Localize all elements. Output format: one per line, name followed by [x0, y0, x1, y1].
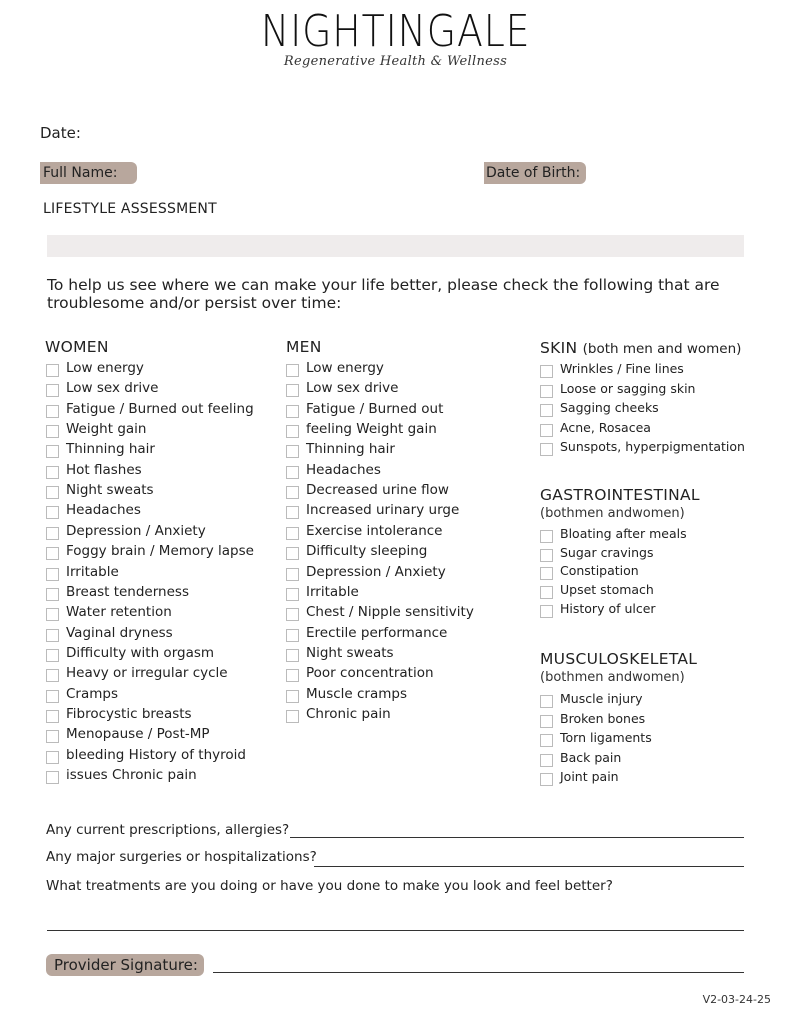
checkbox[interactable]	[46, 588, 59, 601]
checklist-item-label: Low sex drive	[66, 380, 159, 397]
checklist-item-label: Acne, Rosacea	[560, 419, 651, 435]
checkbox[interactable]	[540, 424, 553, 437]
checklist-item-label: Fatigue / Burned out feeling	[66, 400, 254, 417]
checklist-item-label: Exercise intolerance	[306, 522, 443, 539]
checkbox[interactable]	[540, 530, 553, 543]
skin-heading-block	[540, 339, 741, 357]
brand-logo	[0, 8, 791, 69]
checkbox[interactable]	[286, 384, 299, 397]
checkbox[interactable]	[286, 690, 299, 703]
checklist-item-label: Muscle injury	[560, 691, 643, 706]
checkbox[interactable]	[286, 486, 299, 499]
checklist-item-label: Night sweats	[66, 482, 154, 499]
checkbox[interactable]	[286, 588, 299, 601]
checklist-item-label: Chest / Nipple sensitivity	[306, 604, 474, 621]
checklist-item-label: Sagging cheeks	[560, 400, 659, 416]
checkbox[interactable]	[540, 549, 553, 562]
checkbox[interactable]	[46, 629, 59, 642]
surgeries-answer-line[interactable]	[314, 866, 744, 867]
men-heading: MEN	[286, 338, 322, 356]
checkbox[interactable]	[286, 364, 299, 377]
checklist-item-label: Bloating after meals	[560, 526, 687, 541]
checklist-item-label: History of ulcer	[560, 600, 656, 616]
checklist-item-label: Night sweats	[306, 644, 394, 661]
checklist-item-label: Wrinkles / Fine lines	[560, 361, 684, 376]
checklist-item-label: Increased urinary urge	[306, 502, 460, 519]
checklist-item-label: Breast tenderness	[66, 583, 189, 600]
checkbox[interactable]	[46, 486, 59, 499]
checklist-item-label: Constipation	[560, 563, 639, 579]
checkbox[interactable]	[286, 445, 299, 458]
checkbox[interactable]	[46, 425, 59, 438]
checkbox[interactable]	[540, 567, 553, 580]
checklist-item-label: Sunspots, hyperpigmentation	[560, 439, 745, 455]
checkbox[interactable]	[540, 443, 553, 456]
checklist-item-label: Loose or sagging skin	[560, 380, 696, 396]
checkbox[interactable]	[46, 384, 59, 397]
skin-note: (both men and women)	[582, 341, 742, 357]
date-of-birth-label: Date of Birth:	[484, 162, 586, 184]
checklist-item-label: Irritable	[306, 583, 359, 600]
checkbox[interactable]	[46, 466, 59, 479]
msk-heading: MUSCULOSKELETAL	[540, 650, 698, 668]
checklist-item-label: feeling Weight gain	[306, 421, 437, 438]
checkbox[interactable]	[46, 568, 59, 581]
checkbox[interactable]	[540, 773, 553, 786]
surgeries-question: Any major surgeries or hospitalizations?	[46, 849, 317, 865]
checklist-item-label: Heavy or irregular cycle	[66, 665, 228, 682]
checkbox[interactable]	[46, 751, 59, 764]
checklist-item-label: Menopause / Post-MP	[66, 726, 210, 743]
checkbox[interactable]	[286, 669, 299, 682]
checklist-item-label: Fatigue / Burned out	[306, 400, 444, 417]
checklist-item-label: Upset stomach	[560, 582, 654, 598]
skin-heading: SKIN	[540, 339, 578, 357]
checklist-item-label: Erectile performance	[306, 624, 448, 641]
checkbox[interactable]	[46, 445, 59, 458]
checklist-item-label: Broken bones	[560, 710, 646, 726]
checklist-item-label: bleeding History of thyroid	[66, 746, 246, 763]
checkbox[interactable]	[286, 527, 299, 540]
brand-tagline: Regenerative Health & Wellness	[283, 54, 508, 69]
checkbox[interactable]	[540, 715, 553, 728]
checkbox[interactable]	[46, 547, 59, 560]
checkbox[interactable]	[540, 385, 553, 398]
checklist-item-label: Headaches	[306, 461, 381, 478]
checkbox[interactable]	[540, 404, 553, 417]
treatments-answer-line[interactable]	[47, 930, 744, 931]
checklist-item-label: Hot flashes	[66, 461, 142, 478]
checkbox[interactable]	[46, 649, 59, 662]
checkbox[interactable]	[286, 506, 299, 519]
version-code: V2-03-24-25	[702, 993, 771, 1006]
provider-signature-label: Provider Signature:	[46, 954, 204, 976]
date-label: Date:	[40, 124, 81, 142]
checkbox[interactable]	[540, 754, 553, 767]
gi-heading: GASTROINTESTINAL	[540, 486, 700, 504]
checklist-item-label: Fibrocystic breasts	[66, 705, 192, 722]
checklist-item-label: Depression / Anxiety	[66, 522, 206, 539]
checkbox[interactable]	[46, 710, 59, 723]
checkbox[interactable]	[46, 364, 59, 377]
checkbox[interactable]	[286, 649, 299, 662]
checklist-item-label: Joint pain	[560, 769, 619, 784]
checkbox[interactable]	[540, 734, 553, 747]
checkbox[interactable]	[46, 405, 59, 418]
checklist-item-label: Vaginal dryness	[66, 624, 173, 641]
treatments-question: What treatments are you doing or have you done to make you look and feel better?	[46, 878, 613, 894]
section-title: LIFESTYLE ASSESSMENT	[43, 201, 217, 217]
checklist-item-label: Weight gain	[66, 421, 147, 438]
checklist-item-label: Decreased urine flow	[306, 482, 449, 499]
checklist-item-label: Low energy	[306, 360, 384, 376]
checkbox[interactable]	[540, 586, 553, 599]
checklist-item-label: Foggy brain / Memory lapse	[66, 543, 254, 560]
msk-note: (bothmen andwomen)	[540, 670, 685, 685]
signature-line[interactable]	[213, 972, 744, 973]
checkbox[interactable]	[46, 527, 59, 540]
checklist-item-label: Difficulty sleeping	[306, 543, 428, 560]
intro-text: To help us see where we can make your life better, please check the following that are troublesome and/or persist over time:	[47, 276, 720, 312]
women-heading: WOMEN	[45, 338, 109, 356]
checklist-item-label: Poor concentration	[306, 665, 434, 682]
checklist-item-label: Cramps	[66, 685, 119, 702]
checklist-item-label: Back pain	[560, 749, 622, 765]
checklist-item-label: Water retention	[66, 604, 172, 621]
checklist-item-label: Headaches	[66, 502, 141, 519]
checklist-item-label: Low sex drive	[306, 380, 399, 397]
brand-name: NIGHTINGALE	[260, 6, 531, 57]
checkbox[interactable]	[286, 629, 299, 642]
checkbox[interactable]	[540, 365, 553, 378]
checkbox[interactable]	[46, 669, 59, 682]
checkbox[interactable]	[286, 547, 299, 560]
checkbox[interactable]	[540, 695, 553, 708]
checkbox[interactable]	[46, 730, 59, 743]
checklist-item-label: Irritable	[66, 563, 119, 580]
full-name-label: Full Name:	[40, 162, 137, 184]
checklist-item-label: Torn ligaments	[560, 730, 652, 745]
gi-note: (bothmen andwomen)	[540, 506, 685, 521]
checkbox[interactable]	[286, 568, 299, 581]
checklist-item-label: Low energy	[66, 360, 144, 376]
section-band	[47, 235, 744, 257]
checkbox[interactable]	[46, 771, 59, 784]
checkbox[interactable]	[286, 608, 299, 621]
checkbox[interactable]	[286, 405, 299, 418]
checklist-item-label: Depression / Anxiety	[306, 563, 446, 580]
checklist-item-label: issues Chronic pain	[66, 767, 197, 783]
checklist-item-label: Sugar cravings	[560, 544, 654, 560]
checklist-item-label: Thinning hair	[66, 441, 155, 458]
checkbox[interactable]	[46, 506, 59, 519]
checkbox[interactable]	[46, 608, 59, 621]
checkbox[interactable]	[286, 466, 299, 479]
checklist-item-label: Thinning hair	[306, 441, 395, 458]
checklist-item-label: Chronic pain	[306, 705, 391, 722]
prescriptions-answer-line[interactable]	[290, 837, 744, 838]
checklist-item-label: Difficulty with orgasm	[66, 644, 215, 661]
prescriptions-question: Any current prescriptions, allergies?	[46, 822, 290, 838]
checklist-item-label: Muscle cramps	[306, 685, 408, 702]
checkbox[interactable]	[46, 690, 59, 703]
checkbox[interactable]	[286, 425, 299, 438]
checkbox[interactable]	[286, 710, 299, 723]
checkbox[interactable]	[540, 605, 553, 618]
